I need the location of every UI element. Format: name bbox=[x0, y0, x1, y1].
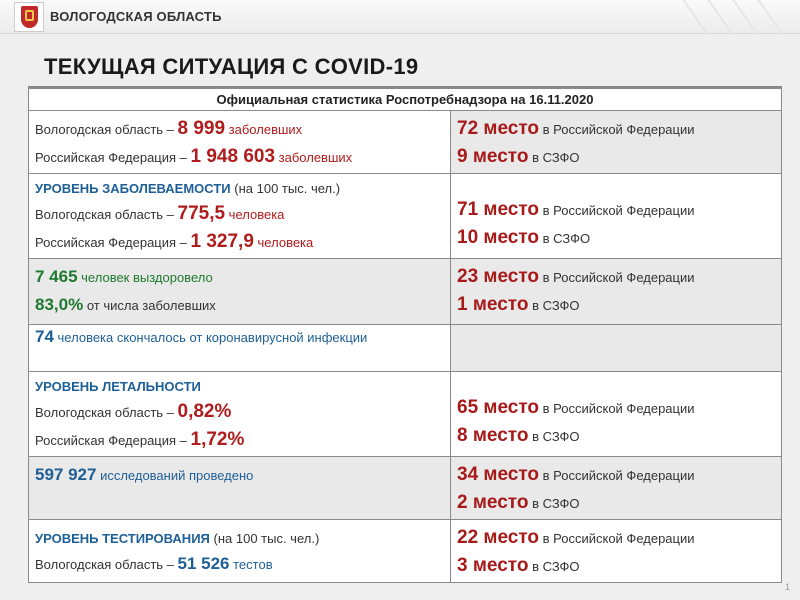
tests-text: исследований проведено bbox=[96, 468, 254, 483]
table-row-lethality bbox=[29, 372, 782, 457]
table-caption: Официальная статистика Роспотребнадзора на 16.11.2020 bbox=[29, 89, 782, 111]
rank-suffix: в Российской Федерации bbox=[539, 122, 695, 137]
testing-heading: УРОВЕНЬ ТЕСТИРОВАНИЯ bbox=[35, 531, 210, 546]
tests-rank-szfo: 2 место bbox=[457, 492, 529, 513]
incidence-vo-unit: человека bbox=[225, 207, 285, 222]
cases-vo-label: Вологодская область – bbox=[35, 122, 178, 137]
tests-count: 597 927 bbox=[35, 465, 97, 484]
cases-rf-unit: заболевших bbox=[275, 150, 353, 165]
lethality-heading: УРОВЕНЬ ЛЕТАЛЬНОСТИ bbox=[35, 379, 201, 394]
testing-vo-unit: тестов bbox=[229, 557, 273, 572]
region-name: ВОЛОГОДСКАЯ ОБЛАСТЬ bbox=[50, 9, 222, 24]
table-row-tests bbox=[29, 457, 782, 520]
incidence-rank-szfo: 10 место bbox=[457, 227, 540, 248]
incidence-rank-rf: 71 место bbox=[457, 199, 540, 220]
lethality-rf-label: Российская Федерация – bbox=[35, 433, 191, 448]
rank-suffix: в СЗФО bbox=[528, 429, 580, 444]
lethality-rank-szfo: 8 место bbox=[457, 425, 529, 446]
lethality-rf-value: 1,72% bbox=[190, 429, 245, 450]
testing-vo-label: Вологодская область – bbox=[35, 557, 178, 572]
incidence-rf-label: Российская Федерация – bbox=[35, 235, 191, 250]
statistics-table bbox=[28, 88, 782, 583]
cases-rf-label: Российская Федерация – bbox=[35, 150, 191, 165]
deaths-count: 74 bbox=[35, 327, 54, 346]
testing-vo-value: 51 526 bbox=[177, 554, 230, 573]
rank-suffix: в СЗФО bbox=[528, 150, 580, 165]
top-bar bbox=[0, 0, 800, 34]
rank-suffix: в СЗФО bbox=[528, 298, 580, 313]
coat-of-arms-icon bbox=[14, 2, 44, 32]
cases-vo-value: 8 999 bbox=[177, 118, 226, 139]
page-number: 1 bbox=[784, 582, 790, 592]
recovered-percent: 83,0% bbox=[35, 295, 84, 314]
rank-suffix: в СЗФО bbox=[539, 231, 591, 246]
recovered-rank-szfo: 1 место bbox=[457, 294, 529, 315]
rank-suffix: в СЗФО bbox=[528, 559, 580, 574]
incidence-rf-value: 1 327,9 bbox=[190, 231, 254, 252]
table-row-deaths bbox=[29, 325, 782, 372]
recovered-rank-rf: 23 место bbox=[457, 266, 540, 287]
incidence-rf-unit: человека bbox=[253, 235, 314, 250]
incidence-vo-label: Вологодская область – bbox=[35, 207, 178, 222]
table-row-recovered bbox=[29, 259, 782, 325]
incidence-heading: УРОВЕНЬ ЗАБОЛЕВАЕМОСТИ bbox=[35, 181, 231, 196]
rank-suffix: в СЗФО bbox=[528, 496, 580, 511]
table-row-testing-level bbox=[29, 520, 782, 583]
lethality-vo-value: 0,82% bbox=[177, 401, 232, 422]
tests-rank-rf: 34 место bbox=[457, 464, 540, 485]
recovered-percent-text: от числа заболевших bbox=[83, 298, 216, 313]
testing-heading-note: (на 100 тыс. чел.) bbox=[209, 531, 320, 546]
recovered-text: человек выздоровело bbox=[77, 270, 213, 285]
rank-suffix: в Российской Федерации bbox=[539, 270, 695, 285]
page-title: ТЕКУЩАЯ СИТУАЦИЯ С COVID-19 bbox=[44, 54, 419, 79]
incidence-heading-note: (на 100 тыс. чел.) bbox=[230, 181, 341, 196]
rank-suffix: в Российской Федерации bbox=[539, 203, 695, 218]
incidence-vo-value: 775,5 bbox=[177, 203, 226, 224]
lethality-rank-rf: 65 место bbox=[457, 397, 540, 418]
recovered-count: 7 465 bbox=[35, 267, 78, 286]
cases-vo-unit: заболевших bbox=[225, 122, 303, 137]
deaths-text: человека скончалось от коронавирусной инфекции bbox=[53, 330, 368, 345]
testing-rank-rf: 22 место bbox=[457, 527, 540, 548]
cases-rf-value: 1 948 603 bbox=[190, 146, 276, 167]
table-row-cases bbox=[29, 111, 782, 174]
cases-rank-szfo: 9 место bbox=[457, 146, 529, 167]
corner-decoration bbox=[680, 0, 800, 34]
rank-suffix: в Российской Федерации bbox=[539, 401, 695, 416]
rank-suffix: в Российской Федерации bbox=[539, 531, 695, 546]
lethality-vo-label: Вологодская область – bbox=[35, 405, 178, 420]
cases-rank-rf: 72 место bbox=[457, 118, 540, 139]
rank-suffix: в Российской Федерации bbox=[539, 468, 695, 483]
testing-rank-szfo: 3 место bbox=[457, 555, 529, 576]
table-row-incidence bbox=[29, 174, 782, 259]
